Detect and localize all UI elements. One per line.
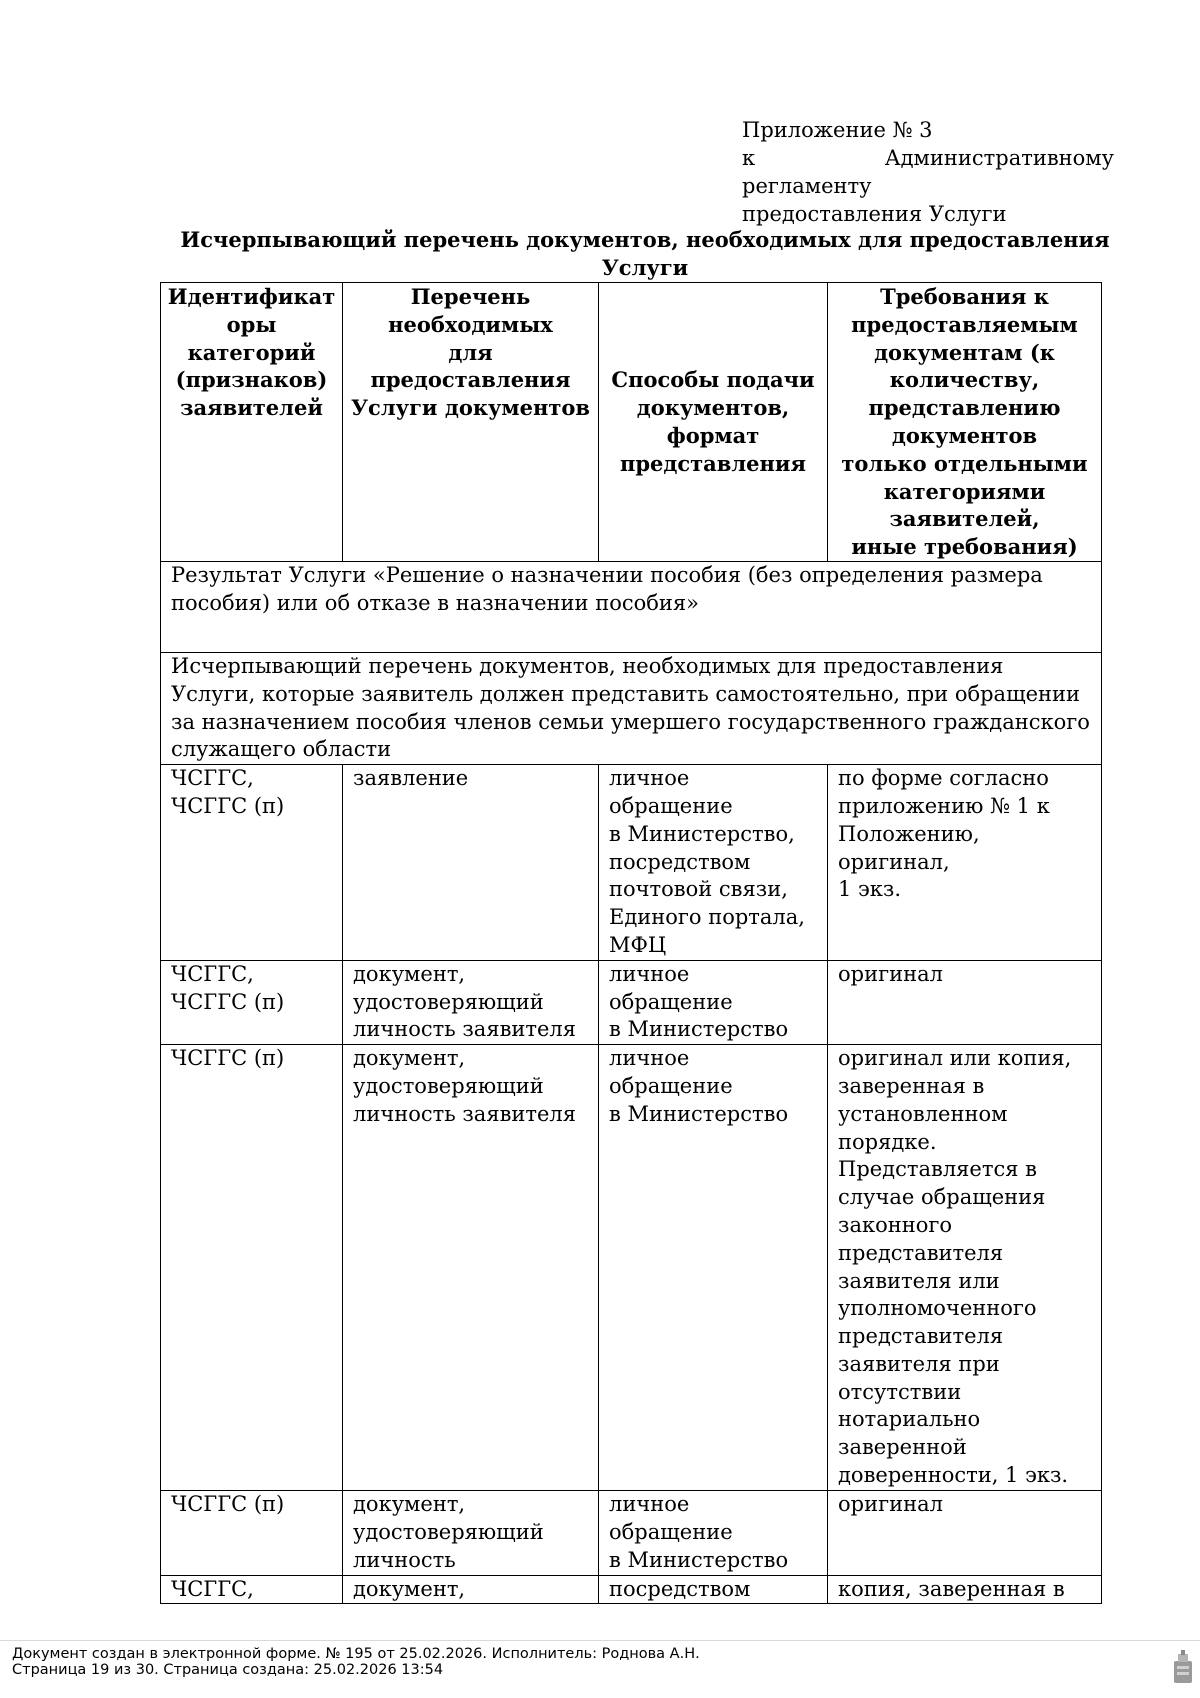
table-row [161, 1491, 1102, 1575]
table-header-row [161, 283, 1102, 562]
document-title: Исчерпывающий перечень документов, необходимых для предоставления Услуги [180, 227, 1110, 280]
row-category: ЧСГГС, ЧСГГС (п) [161, 960, 343, 1044]
appendix-reference: к Административному регламенту [742, 146, 1114, 198]
table-row [161, 960, 1102, 1044]
row-document: заявление [343, 765, 599, 961]
table-row [161, 1575, 1102, 1604]
row-category: ЧСГГС, [161, 1575, 343, 1604]
table-body [161, 765, 1102, 1604]
row-category: ЧСГГС (п) [161, 1491, 343, 1575]
row-method: личное обращение в Министерство [599, 1045, 828, 1491]
row-method: личное обращение в Министерство, посредством почтовой связи, Единого портала, МФЦ [599, 765, 828, 961]
row-requirements: оригинал [828, 960, 1102, 1044]
row-requirements: оригинал или копия, заверенная в установленном порядке. Представляется в случае обращения законного представителя заявителя или уполномоченного представителя заявителя при отсутствии нотариально заверенной доверенности, 1 экз. [828, 1045, 1102, 1491]
row-category: ЧСГГС, ЧСГГС (п) [161, 765, 343, 961]
row-document: документ, удостоверяющий личность [343, 1491, 599, 1575]
row-requirements: по форме согласно приложению № 1 к Положению, оригинал, 1 экз. [828, 765, 1102, 961]
result-section-row [161, 561, 1102, 652]
table-row [161, 1045, 1102, 1491]
row-document: документ, удостоверяющий личность заявителя [343, 1045, 599, 1491]
row-method: личное обращение в Министерство [599, 1491, 828, 1575]
row-requirements: копия, заверенная в [828, 1575, 1102, 1604]
footer [12, 1646, 700, 1678]
row-requirements: оригинал [828, 1491, 1102, 1575]
footer-page: Страница 19 из 30. Страница создана: 25.02.2026 13:54 [12, 1662, 444, 1678]
header-methods: Способы подачи документов, формат представления [599, 283, 828, 562]
footer-divider [0, 1640, 1200, 1641]
appendix-subject: предоставления Услуги [742, 202, 1007, 226]
row-method: личное обращение в Министерство [599, 960, 828, 1044]
row-document: документ, [343, 1575, 599, 1604]
header-documents: Перечень необходимых для предоставления Услуги документов [343, 283, 599, 562]
header-requirements: Требования к предоставляемым документам (к количеству, представлению документов только отдельными категориями заявителей, иные требования) [828, 283, 1102, 562]
appendix-number: Приложение № 3 [742, 118, 933, 142]
footer-created: Документ создан в электронной форме. № 195 от 25.02.2026. Исполнитель: Роднова А.Н. [12, 1646, 700, 1662]
appendix-note [742, 116, 1114, 228]
list-section-row [161, 652, 1102, 764]
list-section-title: Исчерпывающий перечень документов, необходимых для предоставления Услуги, которые заявитель должен представить самостоятельно, при обращении за назначением пособия членов семьи умершего государственного гражданского служащего области [161, 652, 1102, 764]
row-document: документ, удостоверяющий личность заявителя [343, 960, 599, 1044]
header-categories: Идентификат оры категорий (признаков) заявителей [161, 283, 343, 562]
emblem-icon [1172, 1649, 1194, 1685]
result-section-title: Результат Услуги «Решение о назначении пособия (без определения размера пособия) или об отказе в назначении пособия» [161, 561, 1102, 652]
row-category: ЧСГГС (п) [161, 1045, 343, 1491]
documents-table [160, 282, 1102, 1604]
table-row [161, 765, 1102, 961]
row-method: посредством [599, 1575, 828, 1604]
